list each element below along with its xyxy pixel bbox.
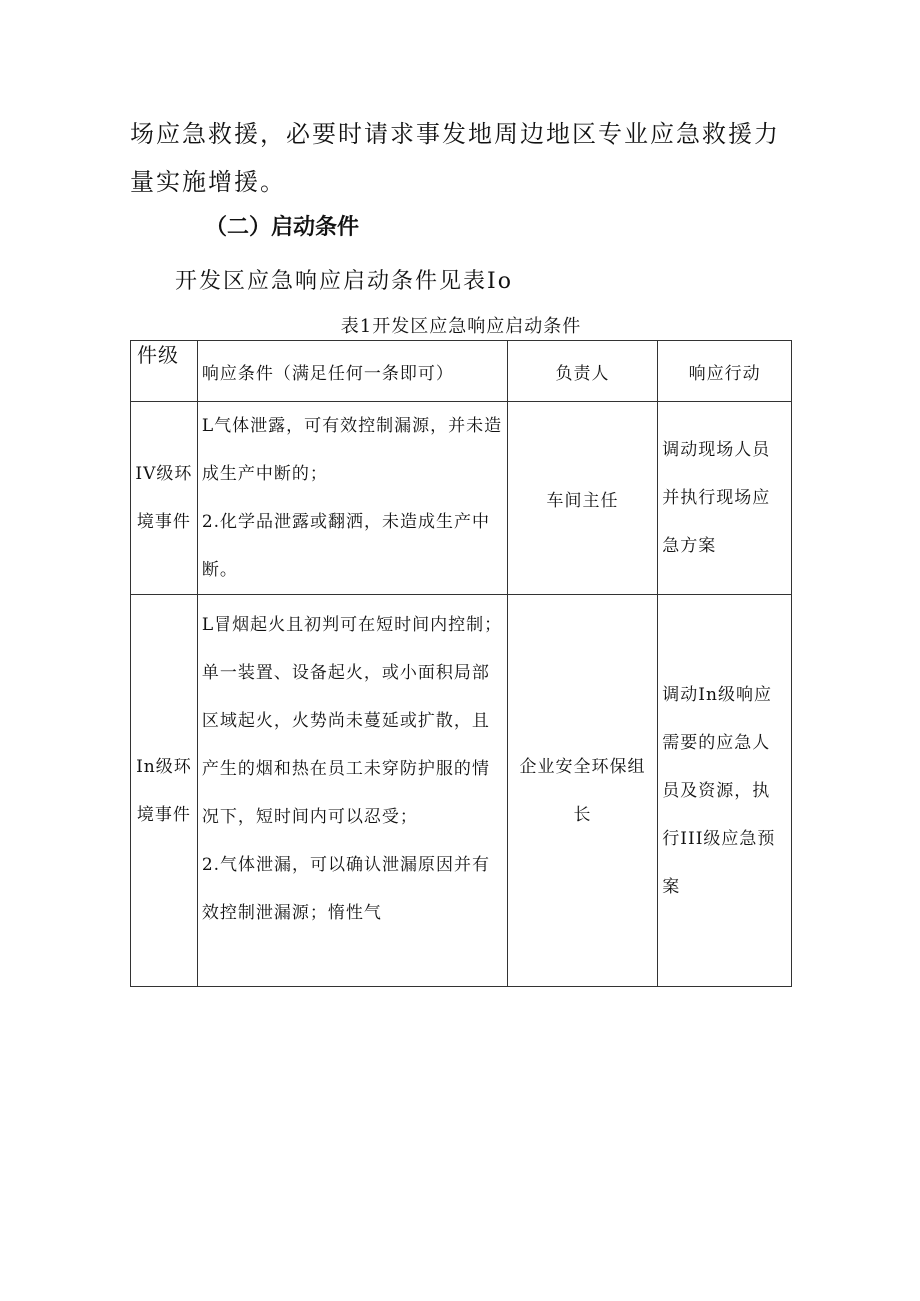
condition-item: 2.气体泄漏，可以确认泄漏原因并有效控制泄漏源；惰性气: [201, 855, 491, 923]
condition-item: L冒烟起火且初判可在短时间内控制；单一装置、设备起火，或小面积局部区域起火，火势尚未蔓延或扩散，且产生的烟和热在员工未穿防护服的情况下，短时间内可以忍受；: [201, 615, 503, 827]
table-caption: 表1开发区应急响应启动条件: [340, 316, 582, 337]
section-heading: （二）启动条件: [205, 215, 360, 240]
header-level: 件级: [131, 341, 198, 402]
response-conditions-table: [130, 340, 792, 987]
row-action: 调动In级响应需要的应急人员及资源，执行III级应急预案: [658, 595, 792, 987]
header-action: 响应行动: [658, 341, 792, 402]
table-row: [131, 402, 792, 595]
paragraph-continuation: 场应急救援，必要时请求事发地周边地区专业应急救援力量实施增援。: [130, 120, 780, 196]
row-owner: 车间主任: [507, 402, 658, 595]
row-conditions: [197, 402, 507, 595]
row-level: In级环境事件: [131, 595, 198, 987]
row-owner: 企业安全环保组长: [507, 595, 658, 987]
row-level: IV级环境事件: [131, 402, 198, 595]
row-action: 调动现场人员并执行现场应急方案: [658, 402, 792, 595]
header-condition: 响应条件（满足任何一条即可）: [197, 341, 507, 402]
row-conditions: [197, 595, 507, 987]
table-header-row: [131, 341, 792, 402]
condition-item: L气体泄露，可有效控制漏源，并未造成生产中断的；: [201, 416, 503, 484]
header-owner: 负责人: [507, 341, 658, 402]
condition-item: 2.化学品泄露或翻洒，未造成生产中断。: [201, 512, 491, 580]
table-row: [131, 595, 792, 987]
paragraph-intro: 开发区应急响应启动条件见表Io: [175, 269, 513, 294]
